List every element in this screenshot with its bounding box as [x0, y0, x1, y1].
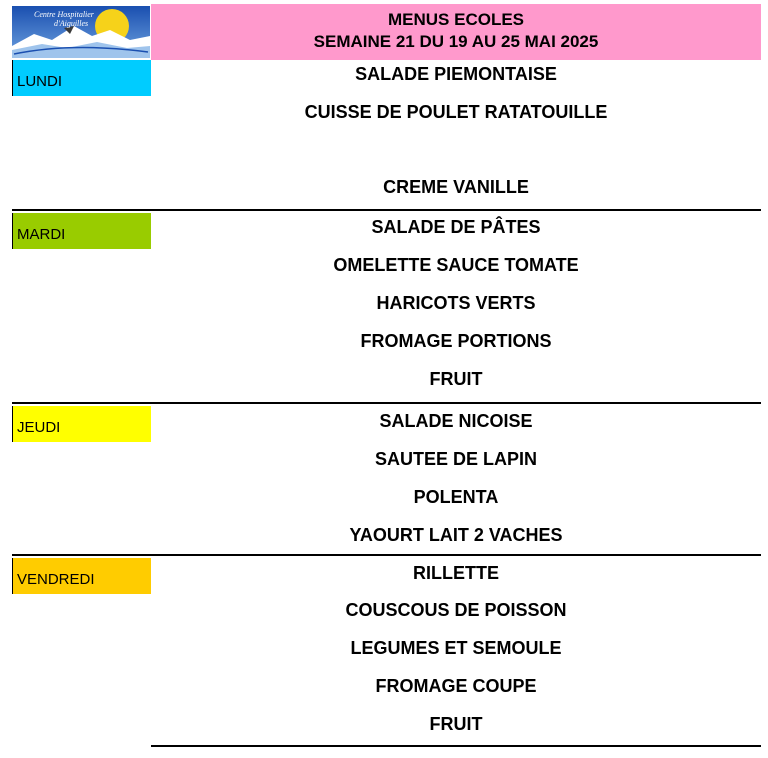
dish-lundi-4: CREME VANILLE [383, 177, 529, 197]
separator-mardi [12, 402, 761, 404]
dish-jeudi-2: SAUTEE DE LAPIN [374, 449, 538, 469]
day-label-jeudi: JEUDI [12, 406, 151, 442]
dish-vendredi-4: FROMAGE COUPE [375, 676, 537, 696]
dish-mardi-1: SALADE DE PÂTES [371, 217, 541, 237]
dish-mardi-2: OMELETTE SAUCE TOMATE [333, 255, 579, 275]
menu-title: MENUS ECOLES [387, 10, 525, 29]
dish-vendredi-1: RILLETTE [413, 563, 499, 583]
day-label-vendredi: VENDREDI [12, 558, 151, 594]
dish-mardi-3: HARICOTS VERTS [376, 293, 536, 313]
dish-mardi-4: FROMAGE PORTIONS [360, 331, 552, 351]
dish-jeudi-3: POLENTA [413, 487, 499, 507]
day-label-lundi: LUNDI [12, 60, 151, 96]
menu-week-subtitle: SEMAINE 21 DU 19 AU 25 MAI 2025 [313, 32, 599, 51]
dish-lundi-2: CUISSE DE POULET RATATOUILLE [304, 102, 608, 122]
separator-jeudi [12, 554, 761, 556]
dish-jeudi-4: YAOURT LAIT 2 VACHES [349, 525, 563, 545]
hospital-logo [12, 6, 150, 58]
dish-jeudi-1: SALADE NICOISE [379, 411, 533, 431]
day-label-mardi: MARDI [12, 213, 151, 249]
dish-mardi-5: FRUIT [429, 369, 483, 389]
separator-vendredi [151, 745, 761, 747]
menu-header [151, 4, 761, 60]
logo-text-line2: d'Aiguilles [54, 19, 89, 28]
logo-image [12, 6, 150, 58]
separator-lundi [12, 209, 761, 211]
logo-text-line1: Centre Hospitalier [34, 10, 94, 19]
dish-vendredi-3: LEGUMES ET SEMOULE [350, 638, 562, 658]
dish-vendredi-2: COUSCOUS DE POISSON [345, 600, 567, 620]
dish-lundi-3 [151, 138, 761, 162]
dish-vendredi-5: FRUIT [429, 714, 483, 734]
dish-lundi-1: SALADE PIEMONTAISE [355, 64, 557, 84]
